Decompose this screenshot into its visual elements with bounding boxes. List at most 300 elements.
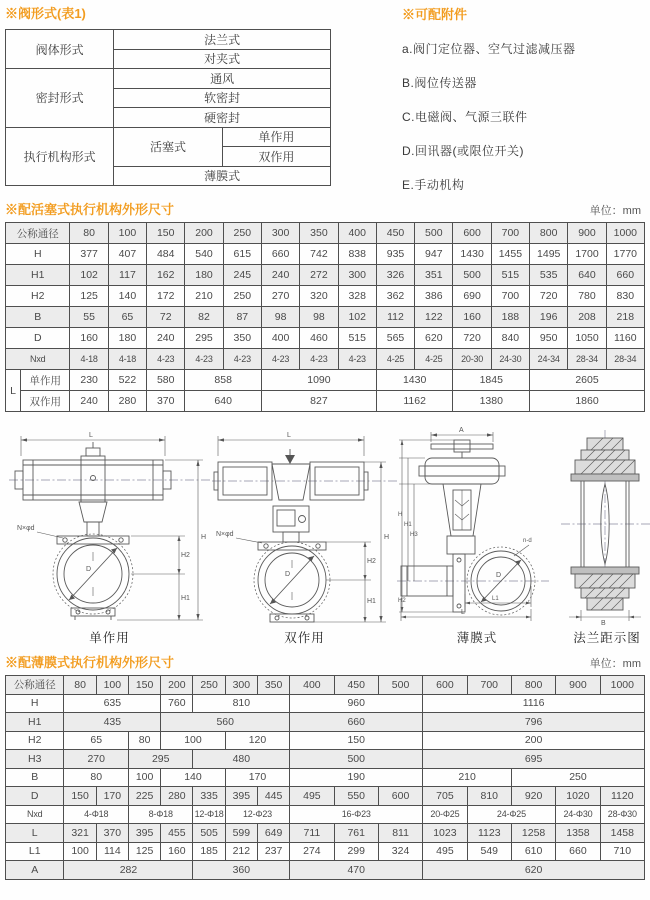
data-cell: 薄膜式 [114,166,331,186]
data-cell: 100 [108,223,146,244]
data-cell: 550 [334,787,378,806]
data-cell: 580 [147,370,185,391]
diaphragm-drawing [397,424,557,626]
data-cell: 326 [376,265,414,286]
data-cell: 549 [467,842,511,861]
data-cell: 515 [338,328,376,349]
data-cell: 522 [108,370,146,391]
data-cell: 780 [568,286,606,307]
data-cell: 1455 [491,244,529,265]
data-cell: 1050 [568,328,606,349]
data-cell: 250 [193,676,225,695]
drawing-single-acting-block [7,424,212,646]
data-cell: 350 [300,223,338,244]
data-cell: 16-Φ23 [290,805,423,824]
data-cell: 500 [453,265,491,286]
double-acting-drawing [212,424,397,626]
diaphragm-section-head [5,655,645,671]
data-cell: 114 [96,842,128,861]
data-cell: 4-25 [415,349,453,370]
data-cell: 935 [376,244,414,265]
data-cell: 240 [261,265,299,286]
dim-label-L: L [287,432,291,439]
row-label-cell: L [6,824,64,843]
data-cell: 480 [193,750,290,769]
data-cell: 双作用 [222,147,330,167]
data-cell: 810 [467,787,511,806]
data-cell: 4-23 [261,349,299,370]
dim-label-H2: H2 [367,558,376,565]
data-cell: 180 [108,328,146,349]
data-cell: 640 [568,265,606,286]
flange-distance-drawing [557,424,650,626]
data-cell: 1120 [600,787,644,806]
data-cell: 321 [64,824,96,843]
dim-label-H: H [384,534,390,541]
data-cell: 295 [128,750,193,769]
data-cell: 1000 [606,223,644,244]
data-cell: 1160 [606,328,644,349]
data-cell: 250 [223,223,261,244]
data-cell: 320 [300,286,338,307]
data-cell: 450 [376,223,414,244]
data-cell: 120 [225,731,290,750]
data-cell: 1358 [556,824,600,843]
data-cell: 299 [334,842,378,861]
data-cell: 535 [530,265,568,286]
data-cell: 通风 [114,69,331,89]
diaphragm-dimensions-table [5,675,645,880]
data-cell: 150 [64,787,96,806]
data-cell: 24-30 [491,349,529,370]
data-cell: 活塞式 [114,127,222,166]
data-cell: 407 [108,244,146,265]
drawing-double-acting-block [212,424,397,646]
data-cell: 4-18 [108,349,146,370]
data-cell: 190 [290,768,423,787]
data-cell: 200 [423,731,645,750]
data-cell: 274 [290,842,334,861]
data-cell: 280 [108,391,146,412]
data-cell: 20-Φ25 [423,805,467,824]
data-cell: 230 [70,370,108,391]
data-cell: 212 [225,842,257,861]
row-label-cell: L1 [6,842,64,861]
dim-label-L: L [89,432,93,439]
row-label-cell: H3 [6,750,64,769]
data-cell: 硬密封 [114,108,331,128]
data-cell: 160 [161,842,193,861]
data-cell: 435 [64,713,161,732]
dim-label-H2: H2 [181,552,190,559]
row-label-cell: 单作用 [21,370,70,391]
data-cell: 1258 [511,824,555,843]
data-cell: 1162 [376,391,453,412]
data-cell: 838 [338,244,376,265]
data-cell: 102 [70,265,108,286]
data-cell: 300 [261,223,299,244]
data-cell: 185 [193,842,225,861]
data-cell: 100 [96,676,128,695]
row-label-cell: 执行机构形式 [6,127,114,186]
data-cell: 20-30 [453,349,491,370]
data-cell: 386 [415,286,453,307]
data-cell: 80 [70,223,108,244]
row-label-cell: H [6,694,64,713]
data-cell: 600 [378,787,422,806]
data-cell: 660 [261,244,299,265]
dim-label-H1: H1 [404,522,412,528]
row-label-cell: D [6,328,70,349]
data-cell: 12-Φ23 [225,805,290,824]
drawing-flange-block [557,424,650,646]
piston-section-head [5,202,645,218]
data-cell: 445 [257,787,289,806]
data-cell: 947 [415,244,453,265]
data-cell: 827 [261,391,376,412]
data-cell: 160 [453,307,491,328]
data-cell: 80 [64,676,96,695]
dim-label-H3: H3 [410,532,418,538]
data-cell: 对夹式 [114,49,331,69]
data-cell: 280 [161,787,193,806]
data-cell: 1380 [453,391,530,412]
data-cell: 4-23 [338,349,376,370]
data-cell: 660 [290,713,423,732]
data-cell: 830 [606,286,644,307]
data-cell: 4-23 [147,349,185,370]
data-cell: 1023 [423,824,467,843]
row-label-cell: H1 [6,265,70,286]
data-cell: 635 [64,694,161,713]
data-cell: 800 [530,223,568,244]
data-cell: 140 [161,768,226,787]
data-cell: 4-23 [185,349,223,370]
data-cell: 102 [338,307,376,328]
accessories-title: ※可配附件 [402,7,468,22]
data-cell: 80 [64,768,129,787]
data-cell: 695 [423,750,645,769]
data-cell: 500 [415,223,453,244]
data-cell: 法兰式 [114,30,331,50]
data-cell: 72 [147,307,185,328]
data-cell: 170 [96,787,128,806]
data-cell: 4-25 [376,349,414,370]
data-cell: 240 [70,391,108,412]
data-cell: 1000 [600,676,644,695]
dim-label-nd: n-d [523,538,532,544]
data-cell: 1090 [261,370,376,391]
drawings-row [5,424,645,646]
data-cell: 620 [415,328,453,349]
data-cell: 1458 [600,824,644,843]
data-cell: 170 [225,768,290,787]
data-cell: 200 [161,676,193,695]
data-cell: 240 [147,328,185,349]
data-cell: 180 [185,265,223,286]
data-cell: 370 [96,824,128,843]
data-cell: 98 [300,307,338,328]
data-cell: 640 [185,391,262,412]
data-cell: 1020 [556,787,600,806]
row-label-cell: 双作用 [21,391,70,412]
data-cell: 615 [223,244,261,265]
data-cell: 690 [453,286,491,307]
data-cell: 1860 [530,391,645,412]
data-cell: 300 [338,265,376,286]
data-cell: 505 [193,824,225,843]
data-cell: 218 [606,307,644,328]
data-cell: 796 [423,713,645,732]
data-cell: 12-Φ18 [193,805,225,824]
row-label-cell: A [6,861,64,880]
data-cell: 960 [290,694,423,713]
data-cell: 610 [511,842,555,861]
dim-label-H1: H1 [181,595,190,602]
data-cell: 455 [161,824,193,843]
data-cell: 225 [128,787,160,806]
data-cell: 720 [530,286,568,307]
data-cell: 560 [161,713,290,732]
drawing-caption-single: 单作用 [89,631,130,645]
dim-label-D: D [86,566,92,573]
data-cell: 858 [185,370,262,391]
data-cell: 98 [261,307,299,328]
data-cell: 328 [338,286,376,307]
data-cell: 700 [467,676,511,695]
data-cell: 80 [128,731,160,750]
data-cell: 660 [556,842,600,861]
data-cell: 1123 [467,824,511,843]
piston-dimensions-table [5,222,645,412]
data-cell: 188 [491,307,529,328]
data-cell: 400 [261,328,299,349]
data-cell: 100 [128,768,160,787]
data-cell: 1116 [423,694,645,713]
top-section [5,6,645,193]
data-cell: 140 [108,286,146,307]
accessory-item: B.阀位传送器 [402,76,477,90]
data-cell: 1430 [453,244,491,265]
single-acting-drawing [7,424,212,626]
accessories-list [402,40,645,193]
data-cell: 742 [300,244,338,265]
data-cell: 28-34 [568,349,606,370]
data-cell: 237 [257,842,289,861]
diaphragm-table-title: ※配薄膜式执行机构外形尺寸 [5,655,175,670]
data-cell: 840 [491,328,529,349]
data-cell: 1495 [530,244,568,265]
row-label-cell: 公称通径 [6,223,70,244]
data-cell: 360 [193,861,290,880]
data-cell: 1430 [376,370,453,391]
data-cell: 620 [423,861,645,880]
data-cell: 400 [290,676,334,695]
data-cell: 87 [223,307,261,328]
row-label-cell: H [6,244,70,265]
data-cell: 272 [300,265,338,286]
data-cell: 711 [290,824,334,843]
data-cell: 900 [568,223,606,244]
data-cell: 700 [491,223,529,244]
data-cell: 395 [225,787,257,806]
data-cell: 65 [108,307,146,328]
data-cell: 4-23 [300,349,338,370]
data-cell: 200 [185,223,223,244]
data-cell: 210 [185,286,223,307]
dim-label-Nxd: N×φd [216,531,234,538]
data-cell: 软密封 [114,88,331,108]
data-cell: 24-34 [530,349,568,370]
data-cell: 117 [108,265,146,286]
data-cell: 122 [415,307,453,328]
row-label-cell: 公称通径 [6,676,64,695]
data-cell: 460 [300,328,338,349]
row-label-cell: 阀体形式 [6,30,114,69]
data-cell: 270 [64,750,129,769]
row-label-cell: D [6,787,64,806]
data-cell: 649 [257,824,289,843]
data-cell: 900 [556,676,600,695]
data-cell: 470 [290,861,423,880]
data-cell: 100 [64,842,96,861]
data-cell: 4-23 [223,349,261,370]
data-cell: 270 [261,286,299,307]
data-cell: 710 [600,842,644,861]
data-cell: 324 [378,842,422,861]
data-cell: 565 [376,328,414,349]
row-label-cell: B [6,768,64,787]
dim-label-H: H [398,512,403,518]
row-label-cell: Nxd [6,349,70,370]
data-cell: 660 [606,265,644,286]
data-cell: 950 [530,328,568,349]
row-label-cell: H1 [6,713,64,732]
drawing-caption-flange: 法兰距示图 [573,631,641,645]
data-cell: 800 [511,676,555,695]
data-cell: 351 [415,265,453,286]
data-cell: 810 [193,694,290,713]
dim-label-D: D [285,571,291,578]
data-cell: 100 [161,731,226,750]
data-cell: 540 [185,244,223,265]
data-cell: 208 [568,307,606,328]
dim-label-H: H [201,534,207,541]
data-cell: 162 [147,265,185,286]
data-cell: 4-Φ18 [64,805,129,824]
data-cell: 350 [223,328,261,349]
data-cell: 2605 [530,370,645,391]
data-cell: 495 [290,787,334,806]
data-cell: 335 [193,787,225,806]
dim-label-Nxd: N×φd [17,525,35,532]
data-cell: 4-18 [70,349,108,370]
dim-label-D: D [496,572,502,579]
data-cell: 300 [225,676,257,695]
data-cell: 172 [147,286,185,307]
drawing-diaphragm-block [397,424,557,646]
dim-label-A: A [459,427,464,434]
data-cell: 65 [64,731,129,750]
data-cell: 28-34 [606,349,644,370]
data-cell: 377 [70,244,108,265]
accessory-item: C.电磁阀、气源三联件 [402,110,528,124]
row-label-cell: B [6,307,70,328]
data-cell: 单作用 [222,127,330,147]
data-cell: 500 [290,750,423,769]
accessory-item: E.手动机构 [402,178,465,192]
dim-label-L1: L1 [492,596,499,602]
data-cell: 920 [511,787,555,806]
data-cell: 295 [185,328,223,349]
accessory-item: a.阀门定位器、空气过滤减压器 [402,42,576,56]
data-cell: 720 [453,328,491,349]
data-cell: 1770 [606,244,644,265]
data-cell: 210 [423,768,512,787]
data-cell: 125 [128,842,160,861]
data-cell: 362 [376,286,414,307]
data-cell: 28-Φ30 [600,805,644,824]
accessory-item: D.回讯器(或限位开关) [402,144,524,158]
row-label-cell: H2 [6,731,64,750]
data-cell: 370 [147,391,185,412]
data-cell: 761 [334,824,378,843]
data-cell: 160 [70,328,108,349]
piston-table-title: ※配活塞式执行机构外形尺寸 [5,202,175,217]
data-cell: 700 [491,286,529,307]
drawing-caption-diaphragm: 薄膜式 [456,631,498,645]
data-cell: 150 [147,223,185,244]
data-cell: 500 [378,676,422,695]
data-cell: 811 [378,824,422,843]
dim-label-H2: H2 [398,598,406,604]
data-cell: 55 [70,307,108,328]
data-cell: 150 [128,676,160,695]
data-cell: 350 [257,676,289,695]
data-cell: 400 [338,223,376,244]
data-cell: 250 [223,286,261,307]
valve-form-section [5,6,335,193]
data-cell: 24-Φ25 [467,805,556,824]
data-cell: 125 [70,286,108,307]
data-cell: 515 [491,265,529,286]
data-cell: 760 [161,694,193,713]
unit-label: 单位：mm [589,658,641,670]
data-cell: 112 [376,307,414,328]
data-cell: 600 [423,676,467,695]
valve-form-table [5,29,331,186]
valve-form-title: ※阀形式(表1) [5,6,86,21]
data-cell: 495 [423,842,467,861]
data-cell: 82 [185,307,223,328]
data-cell: 8-Φ18 [128,805,193,824]
data-cell: 450 [334,676,378,695]
data-cell: 150 [290,731,423,750]
data-cell: 395 [128,824,160,843]
data-cell: 705 [423,787,467,806]
data-cell: 245 [223,265,261,286]
unit-label: 单位：mm [589,205,641,217]
accessories-section [402,6,645,193]
data-cell: 24-Φ30 [556,805,600,824]
drawing-caption-double: 双作用 [284,631,325,645]
data-cell: 282 [64,861,193,880]
data-cell: 599 [225,824,257,843]
data-cell: 250 [511,768,644,787]
row-label-cell: Nxd [6,805,64,824]
dim-label-H1: H1 [367,598,376,605]
data-cell: 196 [530,307,568,328]
